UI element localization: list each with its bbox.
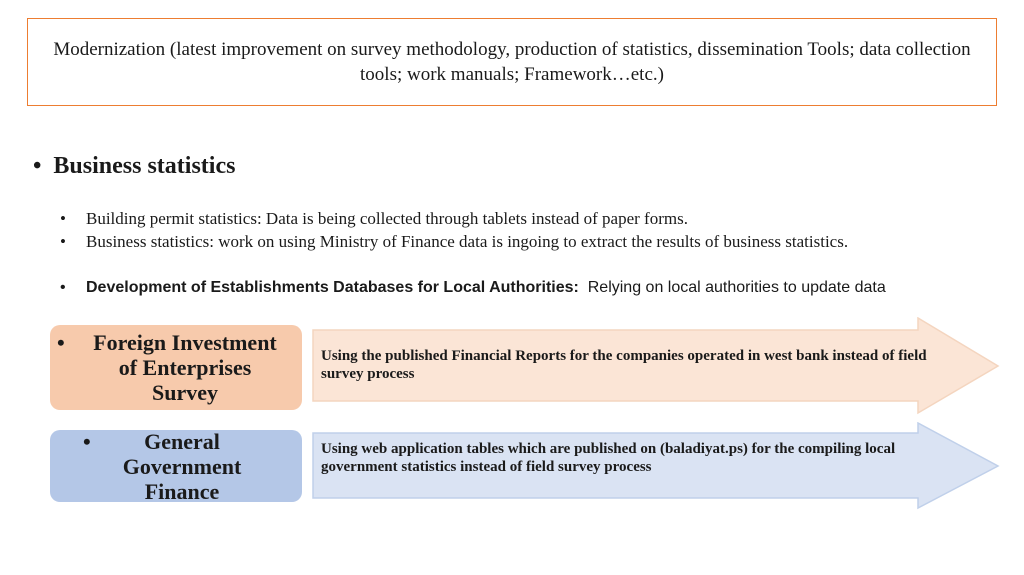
- slide-title: Modernization (latest improvement on survey methodology, production of statistics, dissemination Tools; data collection tools; work manuals; Framework…etc.): [53, 39, 971, 85]
- list-item-bold: Development of Establishments Databases for Local Authorities:: [86, 279, 579, 296]
- pill-label: Foreign Investment of Enterprises Survey: [93, 330, 277, 405]
- pill-government-finance: [50, 430, 302, 502]
- bullet-dot: •: [60, 279, 66, 296]
- arrow-text: Using the published Financial Reports for the companies operated in west bank instead of field survey process: [321, 348, 927, 382]
- bullet-dot: •: [60, 232, 66, 251]
- heading-bullet: •: [33, 153, 42, 179]
- pill-bullet: •: [83, 428, 91, 454]
- heading-text: Business statistics: [53, 153, 236, 179]
- pill-foreign-investment: [50, 325, 302, 410]
- list-item-text: Business statistics: work on using Ministry of Finance data is ingoing to extract the results of business statistics.: [86, 232, 849, 251]
- list-item-rest: Relying on local authorities to update data: [587, 279, 886, 296]
- pill-label: General Government Finance: [122, 428, 242, 504]
- list-item-text: Building permit statistics: Data is being collected through tablets instead of paper forms.: [86, 209, 688, 228]
- list-item-text: [86, 279, 886, 297]
- bullet-dot: •: [60, 209, 66, 228]
- section-heading: [33, 153, 235, 180]
- arrow-text: Using web application tables which are published on (baladiyat.ps) for the compiling local government statistics instead of field survey process: [321, 441, 896, 475]
- pill-bullet: •: [57, 330, 65, 355]
- title-box: [27, 18, 997, 106]
